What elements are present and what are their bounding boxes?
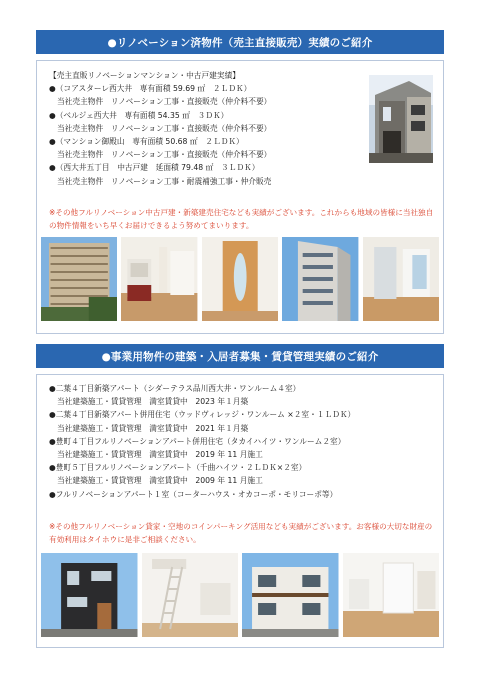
new-apartment-exterior-photo bbox=[41, 553, 138, 637]
list-item-detail: 当社建築施工・賃貸管理 満室賃貸中 2023 年１月築 bbox=[57, 397, 249, 407]
business-property-note: ※その他フルリノベーション貸家・空地のコインパーキング活用なども実績がございます。お客様の大切な財産の有効利用はタイホウに是非ご相談ください。 bbox=[49, 522, 433, 544]
business-property-list bbox=[49, 382, 355, 501]
list-item: ●豊町４丁目フルリノベーションアパート併用住宅（タカイハイツ・ワンルーム２室） bbox=[49, 436, 346, 446]
room-interior-photo bbox=[363, 237, 439, 321]
list-item: ●（マンション御殿山 専有面積 50.68 ㎡ ２ＬＤＫ） bbox=[49, 137, 244, 147]
list-item: ●豊町５丁目フルリノベーションアパート（千曲ハイツ・２ＬＤＫ×２室） bbox=[49, 463, 307, 473]
section1-header bbox=[36, 30, 444, 54]
list-item-detail: 当社売主物件 リノベーション工事・直接販売（仲介料不要） bbox=[57, 150, 272, 160]
kitchen-photo bbox=[121, 237, 197, 321]
list-item-detail: 当社売主物件 リノベーション工事・直接販売（仲介料不要） bbox=[57, 97, 272, 107]
renovation-note: ※その他フルリノベーション中古戸建・新築建売住宅なども実績がございます。これからも地域の皆様に当社独自の物件情報をいち早くお届けできるよう努めてまいります。 bbox=[49, 208, 434, 230]
list-item: ●フルリノベーションアパート１室（コーターハウス・オカコーポ・モリコーポ等） bbox=[49, 489, 338, 499]
list-item: ●二葉４丁目新築アパート（シダーテラス品川西大井・ワンルーム４室） bbox=[49, 384, 301, 393]
list-item: ●（西大井五丁目 中古戸建 延面積 79.48 ㎡ ３ＬＤＫ） bbox=[49, 163, 260, 173]
list-item-detail: 当社売主物件 リノベーション工事・直接販売（仲介料不要） bbox=[57, 123, 272, 133]
loft-ladder-photo bbox=[142, 553, 239, 637]
section2-title: ●事業用物件の建築・入居者募集・賃貸管理実績のご紹介 bbox=[101, 350, 379, 363]
business-property-photos bbox=[41, 553, 439, 637]
condo-building-photo bbox=[41, 237, 117, 321]
list-item-detail: 当社建築施工・賃貸管理 満室賃貸中 2021 年１月築 bbox=[57, 423, 249, 433]
list-item: ●（ベルジェ西大井 専有面積 54.35 ㎡ ３ＤＫ） bbox=[49, 110, 229, 120]
section1-title: ●リノベーション済物件（売主直接販売）実績のご紹介 bbox=[107, 36, 373, 49]
door-photo bbox=[202, 237, 278, 321]
list-item-detail: 当社建築施工・賃貸管理 満室賃貸中 2019 年 11 月施工 bbox=[57, 450, 263, 460]
renovated-apartment-exterior-photo bbox=[242, 553, 339, 637]
business-property-card bbox=[36, 374, 444, 648]
section2-header bbox=[36, 344, 444, 368]
house-exterior-photo bbox=[369, 75, 433, 163]
renovation-list bbox=[49, 69, 271, 188]
renovation-card bbox=[36, 60, 444, 334]
renovated-room-photo bbox=[343, 553, 440, 637]
list-item: ●二葉４丁目新築アパート併用住宅（ウッドヴィレッジ・ワンルーム ×２室・１ＬＤＫ） bbox=[49, 410, 356, 420]
list-item-detail: 当社建築施工・賃貸管理 満室賃貸中 2009 年 11 月施工 bbox=[57, 476, 263, 486]
list-item: ●（コアスターレ西大井 専有面積 59.69 ㎡ ２ＬＤＫ） bbox=[49, 84, 252, 94]
apartment-building-photo bbox=[282, 237, 358, 321]
list-item-detail: 当社売主物件 リノベーション工事・耐震補強工事・仲介販売 bbox=[57, 176, 272, 186]
renovation-photos bbox=[41, 237, 439, 321]
renovation-list-heading: 【売主直販リノベーションマンション・中古戸建実績】 bbox=[49, 71, 240, 80]
